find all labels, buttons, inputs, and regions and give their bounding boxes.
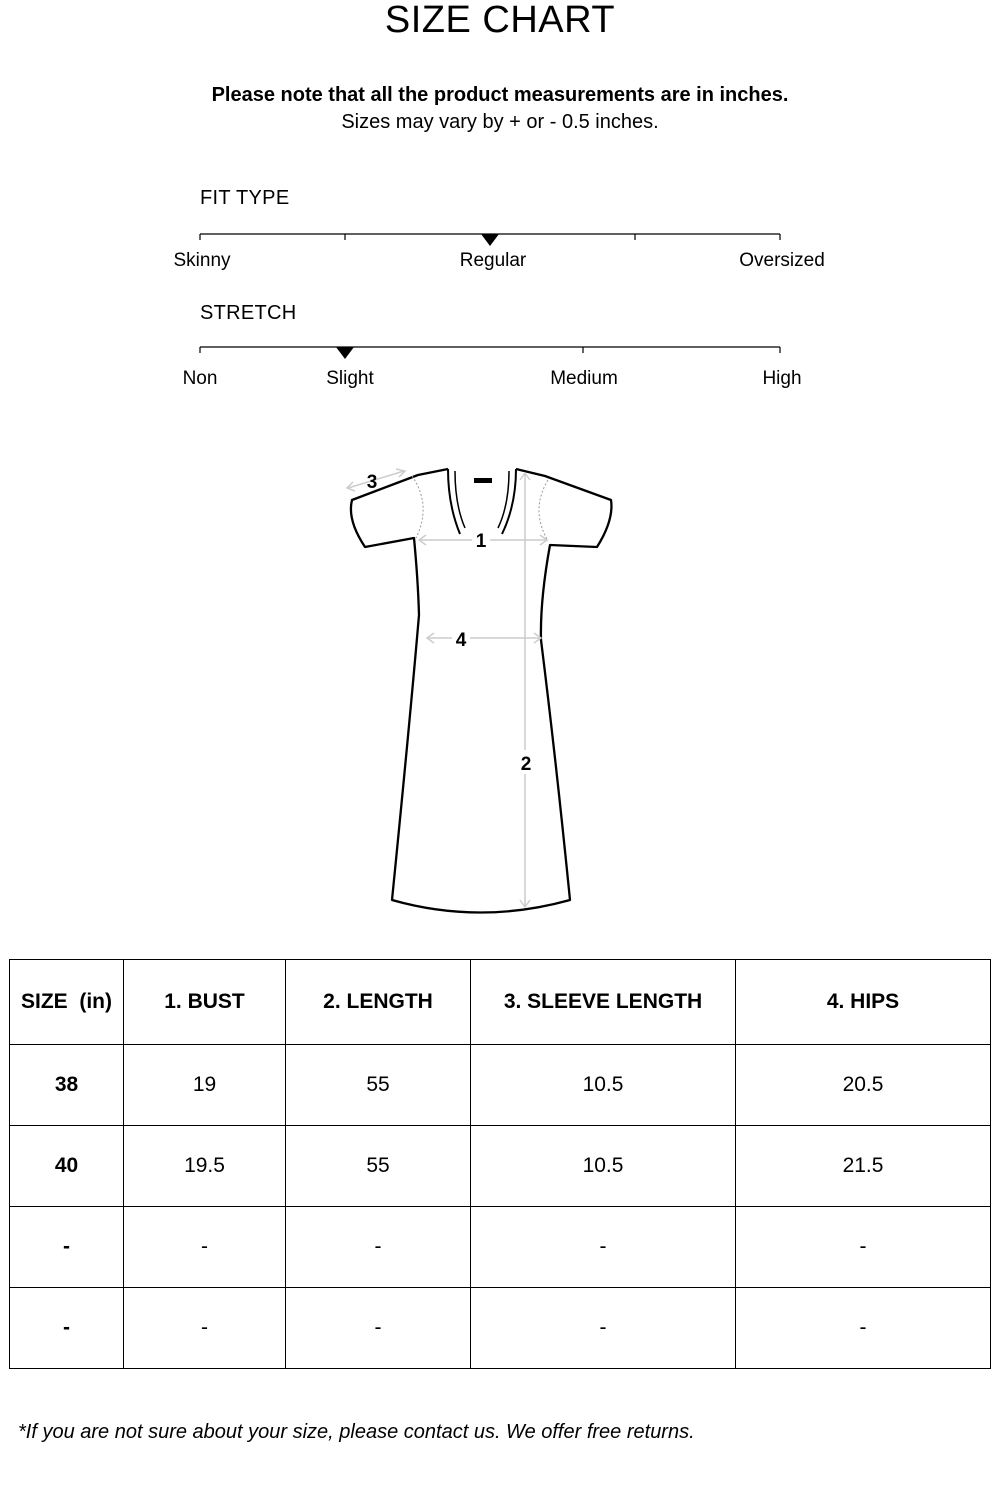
variance-note: Sizes may vary by + or - 0.5 inches. [341, 111, 659, 133]
cell-hips: - [736, 1288, 991, 1369]
fit-label-oversized: Oversized [739, 250, 825, 271]
stretch-title: STRETCH [200, 302, 297, 324]
cell-hips: 21.5 [736, 1126, 991, 1207]
length-number-label: 2 [520, 754, 532, 775]
cell-size: 38 [10, 1045, 124, 1126]
stretch-marker [336, 347, 354, 359]
header-sleeve-length: 3. SLEEVE LENGTH [471, 960, 736, 1045]
cell-hips: - [736, 1207, 991, 1288]
cell-bust: - [124, 1207, 286, 1288]
table-row [10, 1126, 991, 1207]
dress-diagram [330, 455, 630, 925]
cell-bust: 19 [124, 1045, 286, 1126]
header-length: 2. LENGTH [286, 960, 471, 1045]
cell-size: 40 [10, 1126, 124, 1207]
stretch-label-medium: Medium [550, 368, 618, 389]
cell-size: - [10, 1207, 124, 1288]
cell-sleeve-length: 10.5 [471, 1126, 736, 1207]
fit-label-regular: Regular [459, 250, 527, 271]
fit-label-skinny: Skinny [173, 250, 231, 271]
page-title: SIZE CHART [384, 0, 616, 41]
cell-bust: - [124, 1288, 286, 1369]
table-row [10, 1207, 991, 1288]
cell-size: - [10, 1288, 124, 1369]
cell-length: 55 [286, 1126, 471, 1207]
table-row [10, 1288, 991, 1369]
stretch-scale [0, 341, 1000, 371]
cell-length: 55 [286, 1045, 471, 1126]
header-hips: 4. HIPS [736, 960, 991, 1045]
cell-sleeve-length: 10.5 [471, 1045, 736, 1126]
stretch-label-non: Non [182, 368, 218, 389]
fit-type-title: FIT TYPE [200, 187, 290, 209]
header-bust: 1. BUST [124, 960, 286, 1045]
stretch-label-high: High [762, 368, 802, 389]
measurement-note: Please note that all the product measurements are in inches. [211, 84, 789, 106]
cell-length: - [286, 1288, 471, 1369]
header-size: SIZE (in) [10, 960, 124, 1045]
size-table [9, 959, 991, 1369]
sleeve-number-label: 3 [366, 472, 378, 493]
hips-number-label: 4 [455, 630, 467, 651]
stretch-label-slight: Slight [326, 368, 374, 389]
cell-length: - [286, 1207, 471, 1288]
footer-note: *If you are not sure about your size, please contact us. We offer free returns. [18, 1421, 695, 1443]
cell-hips: 20.5 [736, 1045, 991, 1126]
fit-type-marker [481, 234, 499, 246]
cell-bust: 19.5 [124, 1126, 286, 1207]
table-row [10, 1045, 991, 1126]
table-header-row [10, 960, 991, 1045]
cell-sleeve-length: - [471, 1288, 736, 1369]
cell-sleeve-length: - [471, 1207, 736, 1288]
bust-number-label: 1 [475, 531, 487, 552]
